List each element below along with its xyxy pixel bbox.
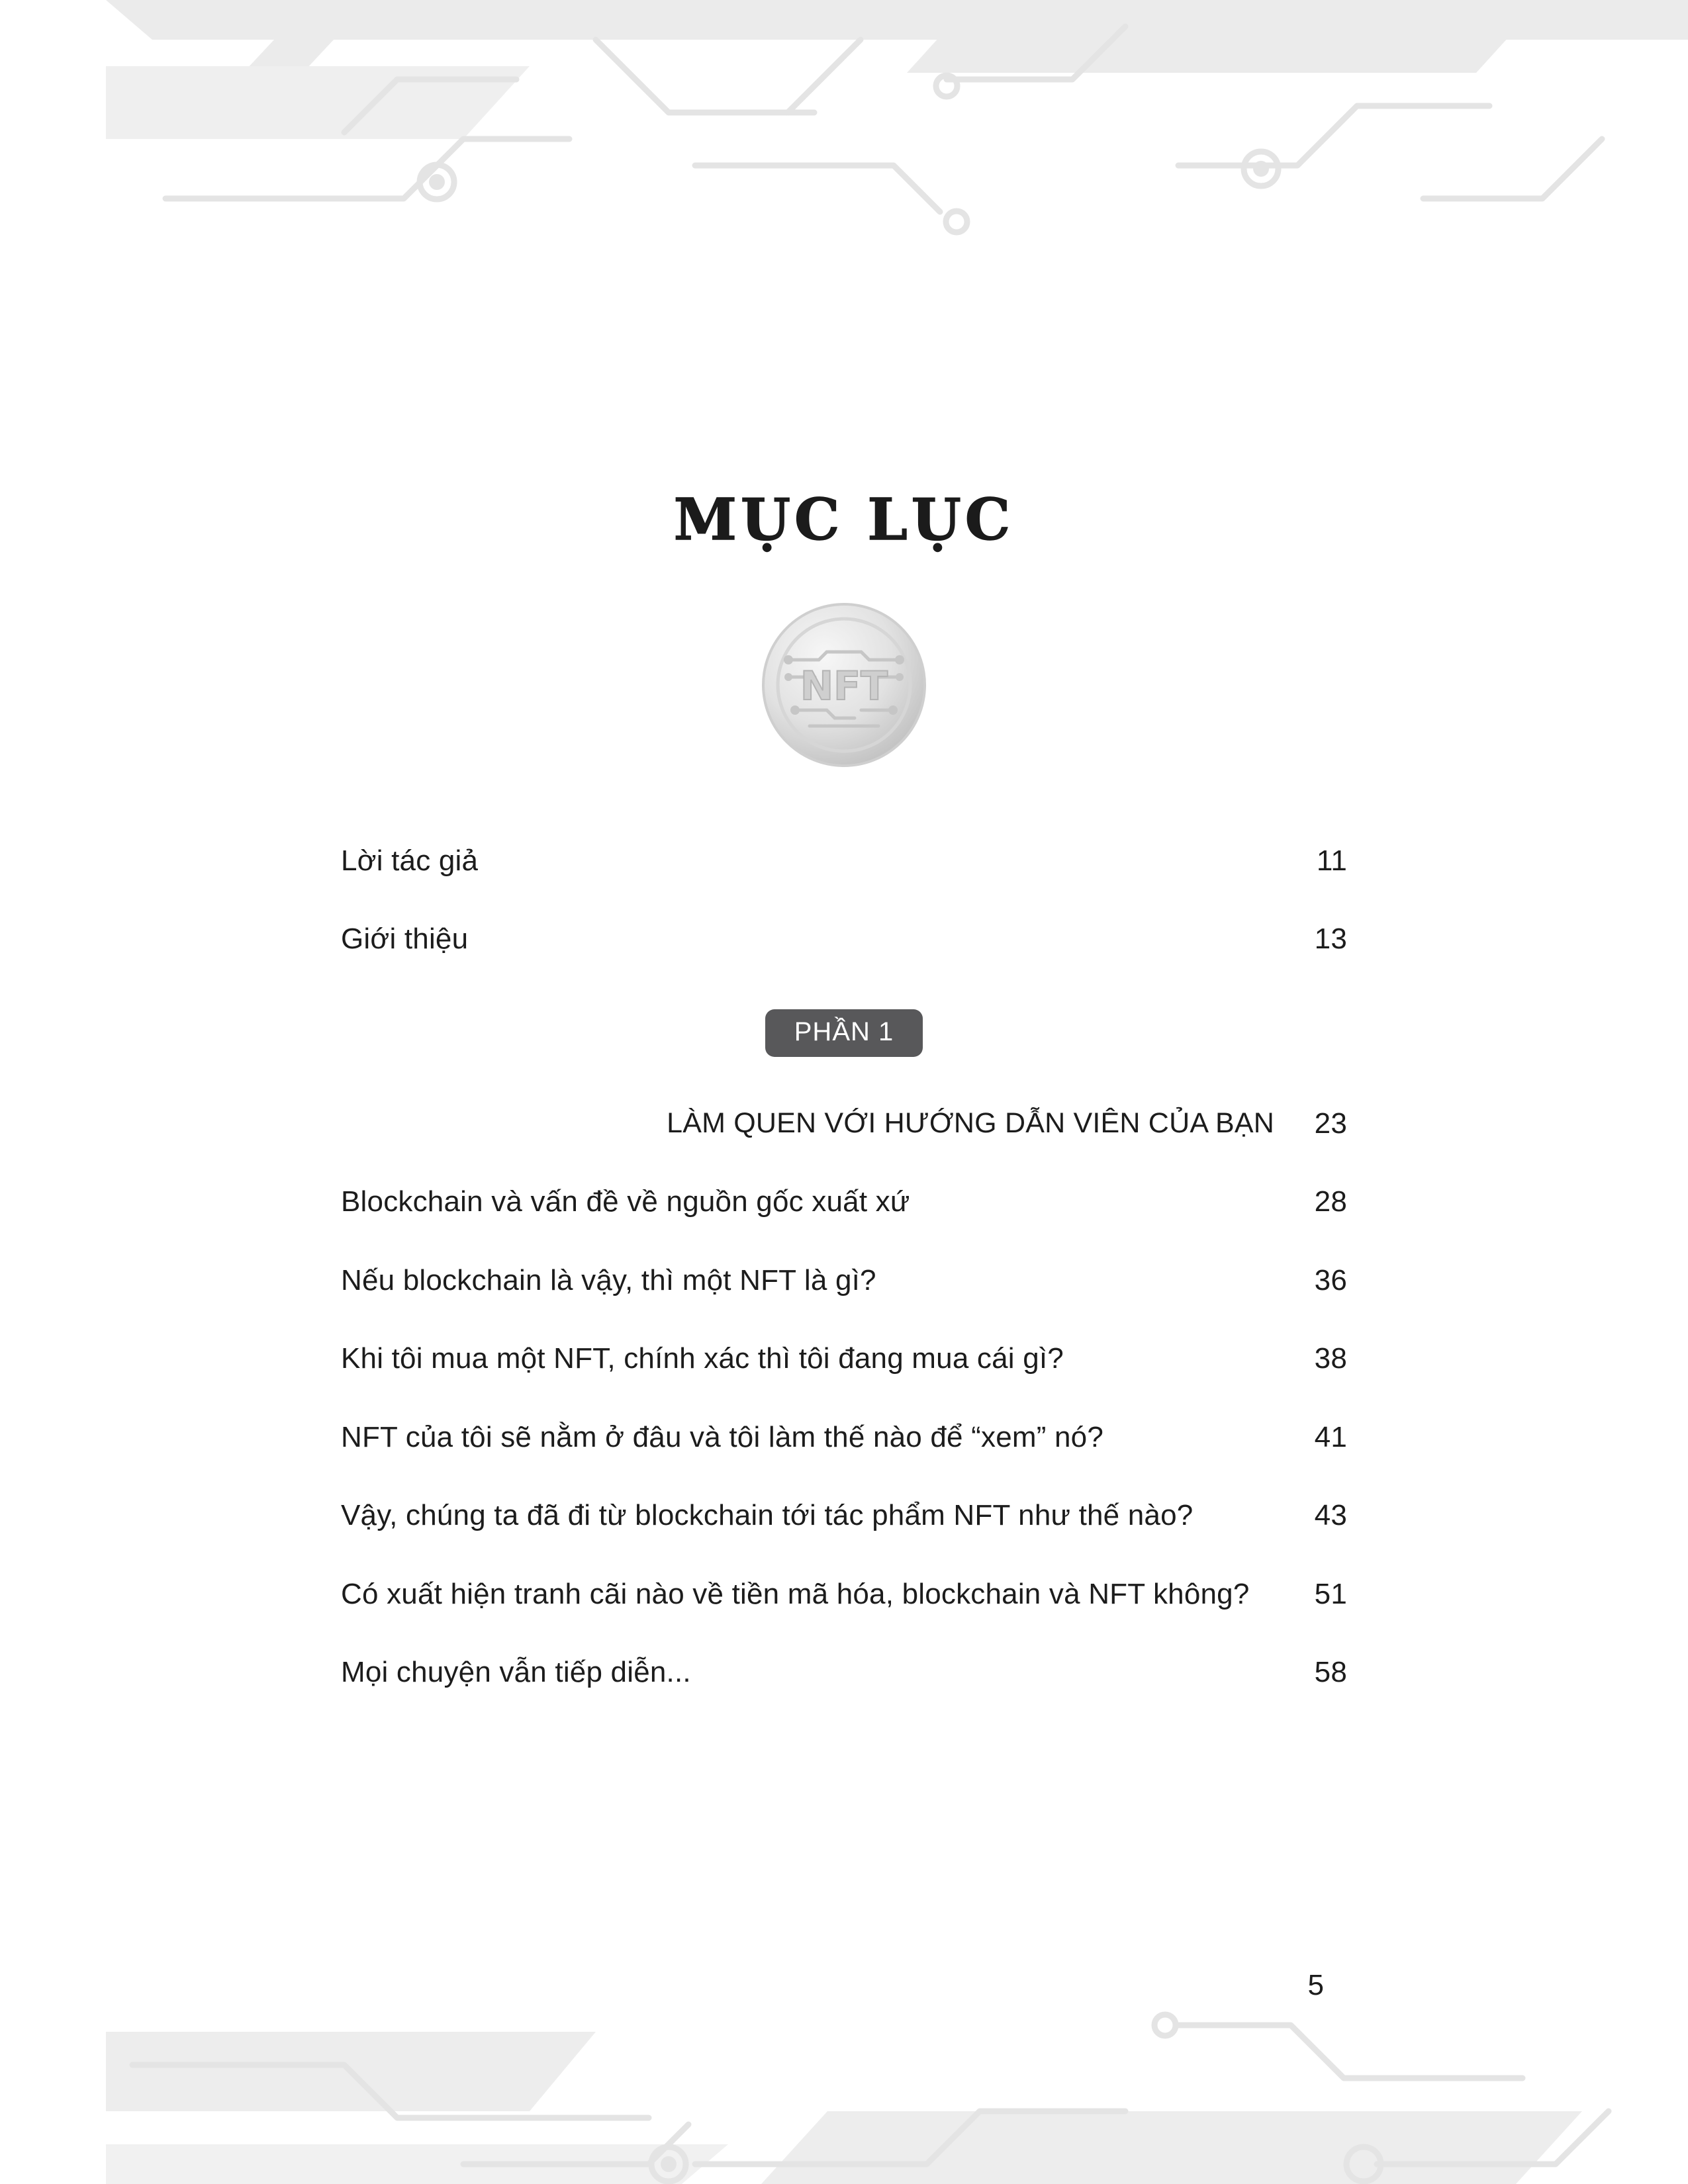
toc-entry-part1-heading[interactable] <box>341 1103 1347 1144</box>
toc-entry-page: 13 <box>1314 923 1347 956</box>
toc-entry-label: Mọi chuyện vẫn tiếp diễn... <box>341 1656 691 1689</box>
page-number: 5 <box>1307 1969 1324 2001</box>
toc-entry-label: Nếu blockchain là vậy, thì một NFT là gì? <box>341 1263 876 1297</box>
toc-entry-page: 38 <box>1314 1342 1347 1375</box>
table-of-contents <box>341 841 1347 1731</box>
toc-entry-gioi-thieu[interactable] <box>341 919 1347 960</box>
toc-entry-page: 23 <box>1314 1107 1347 1140</box>
toc-entry-label: Có xuất hiện tranh cãi nào về tiền mã hóa, blockchain và NFT không? <box>341 1577 1250 1610</box>
page-title: MỤC LỤC <box>673 486 1015 553</box>
toc-entry-label: Khi tôi mua một NFT, chính xác thì tôi đang mua cái gì? <box>341 1342 1064 1375</box>
toc-entry-page: 51 <box>1314 1577 1347 1610</box>
part-divider <box>341 1009 1347 1057</box>
circuit-decoration-bottom <box>0 1946 1688 2184</box>
toc-entry-label: LÀM QUEN VỚI HƯỚNG DẪN VIÊN CỦA BẠN <box>667 1107 1274 1139</box>
toc-entry-khi-toi-mua-nft[interactable] <box>341 1338 1347 1379</box>
part-badge: PHẦN 1 <box>765 1009 923 1057</box>
toc-entry-label: Lời tác giả <box>341 844 479 877</box>
toc-entry-blockchain-nguon-goc[interactable] <box>341 1181 1347 1222</box>
toc-entry-page: 43 <box>1314 1499 1347 1532</box>
toc-entry-page: 41 <box>1314 1420 1347 1453</box>
circuit-decoration-top <box>0 0 1688 251</box>
toc-entry-label: Giới thiệu <box>341 923 469 956</box>
toc-entry-page: 28 <box>1314 1185 1347 1218</box>
toc-entry-label: Blockchain và vấn đề về nguồn gốc xuất xứ <box>341 1185 910 1218</box>
toc-entry-tu-blockchain-toi-tac-pham[interactable] <box>341 1495 1347 1536</box>
nft-coin-emblem <box>0 599 1688 771</box>
toc-entry-tranh-cai-tien-ma-hoa[interactable] <box>341 1574 1347 1615</box>
toc-entry-label: Vậy, chúng ta đã đi từ blockchain tới tác phẩm NFT như thế nào? <box>341 1499 1194 1532</box>
toc-entry-nft-cua-toi-nam-o-dau[interactable] <box>341 1417 1347 1458</box>
toc-entry-moi-chuyen-van-tiep-dien[interactable] <box>341 1652 1347 1693</box>
toc-entry-loi-tac-gia[interactable] <box>341 841 1347 882</box>
toc-entry-neu-blockchain-la-vay[interactable] <box>341 1260 1347 1301</box>
toc-entry-label: NFT của tôi sẽ nằm ở đâu và tôi làm thế nào để “xem” nó? <box>341 1420 1104 1453</box>
toc-entry-page: 58 <box>1314 1656 1347 1689</box>
nft-coin-label: NFT <box>800 663 888 709</box>
toc-entry-page: 11 <box>1316 844 1347 877</box>
toc-entry-page: 36 <box>1314 1263 1347 1297</box>
